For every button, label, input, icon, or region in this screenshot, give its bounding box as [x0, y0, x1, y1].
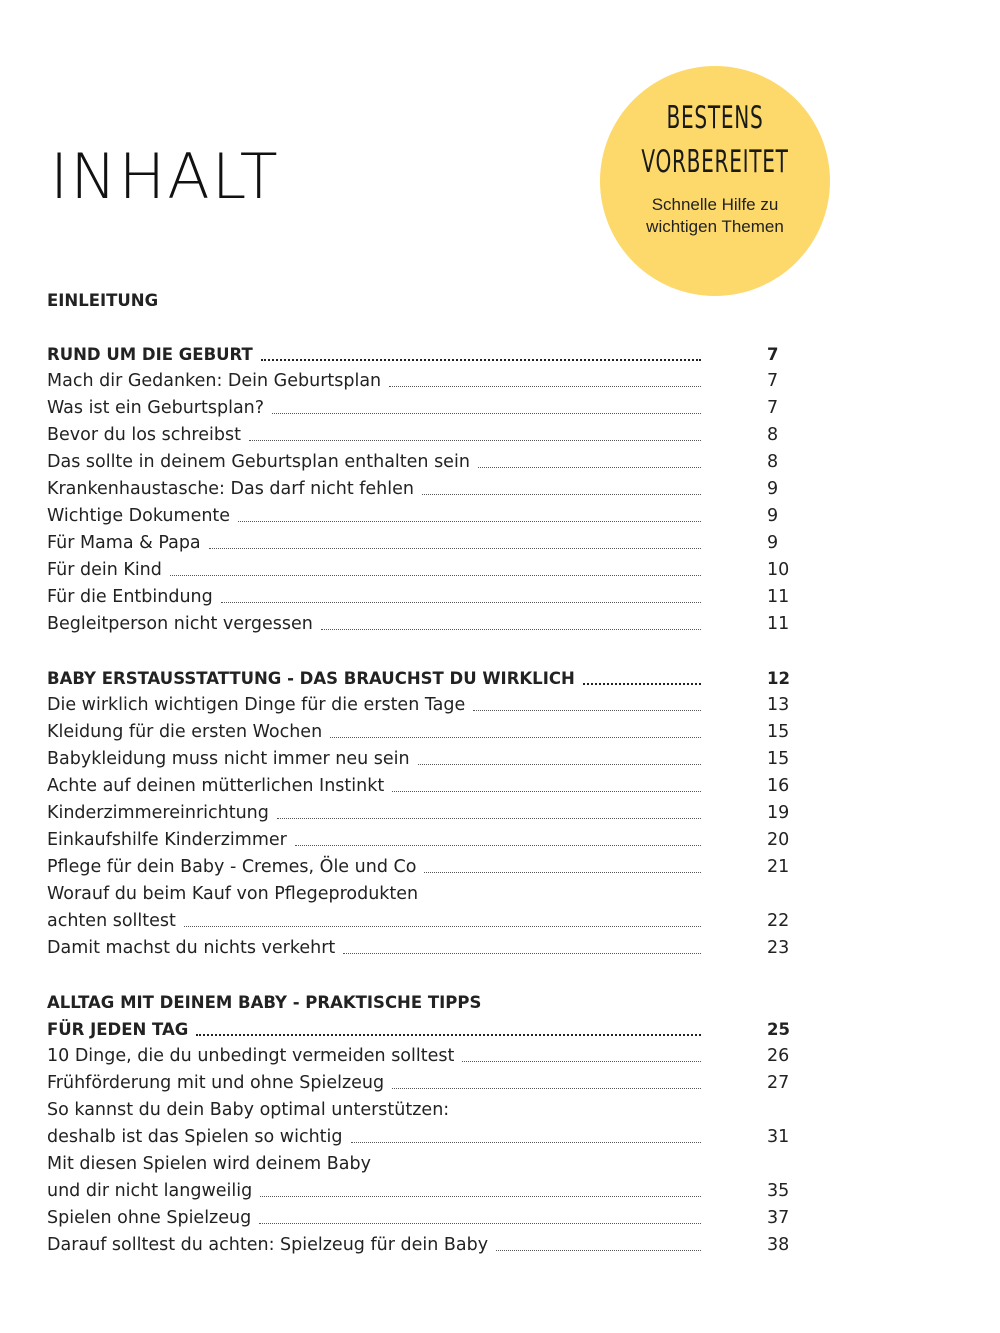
toc-page-number: 26: [767, 1046, 790, 1066]
toc-page-number: 35: [767, 1181, 790, 1201]
toc-entry-label: Das sollte in deinem Geburtsplan enthalten sein: [47, 452, 470, 472]
toc-entry-label: und dir nicht langweilig: [47, 1181, 253, 1201]
toc-page-number: 37: [767, 1208, 790, 1228]
badge-title: BESTENS VORBEREITET: [641, 100, 789, 180]
toc-dot-leader: [389, 368, 701, 387]
toc-page-number: 25: [767, 1020, 790, 1039]
toc-page-number: 38: [767, 1235, 790, 1255]
toc-dot-leader: [259, 1205, 701, 1224]
toc-page-number: 21: [767, 857, 790, 877]
toc-entry-label: Achte auf deinen mütterlichen Instinkt: [47, 776, 385, 796]
toc-page-number: 19: [767, 803, 790, 823]
toc-entry[interactable]: [47, 1043, 807, 1070]
toc-entry-label: Die wirklich wichtigen Dinge für die ersten Tage: [47, 695, 466, 715]
toc-entry[interactable]: [47, 368, 807, 395]
toc-dot-leader: [462, 1043, 701, 1062]
toc-dot-leader: [473, 692, 701, 711]
toc-dot-leader: [260, 1178, 701, 1197]
toc-entry-label: ALLTAG MIT DEINEM BABY - PRAKTISCHE TIPPS: [47, 993, 482, 1012]
toc-dot-leader: [295, 827, 701, 846]
toc-entry-label: So kannst du dein Baby optimal unterstützen:: [47, 1100, 450, 1120]
toc-entry[interactable]: [47, 1205, 807, 1232]
toc-page-number: 13: [767, 695, 790, 715]
toc-entry[interactable]: [47, 935, 807, 962]
toc-entry[interactable]: [47, 692, 807, 719]
toc-dot-leader: [170, 557, 701, 576]
toc-entry-label: Was ist ein Geburtsplan?: [47, 398, 265, 418]
toc-dot-leader: [272, 395, 701, 414]
toc-entry-label: Für Mama & Papa: [47, 533, 201, 553]
toc-dot-leader: [424, 854, 701, 873]
toc-entry-label: Für dein Kind: [47, 560, 162, 580]
toc-entry-label: deshalb ist das Spielen so wichtig: [47, 1127, 343, 1147]
toc-entry-label: Pflege für dein Baby - Cremes, Öle und Co: [47, 857, 417, 877]
toc-entry[interactable]: [47, 719, 807, 746]
badge-subtitle: Schnelle Hilfe zu wichtigen Themen: [646, 195, 784, 236]
toc-entry-label: EINLEITUNG: [47, 291, 159, 310]
toc-entry[interactable]: [47, 1097, 807, 1124]
toc-dot-leader: [261, 341, 701, 361]
toc-dot-leader: [392, 1070, 701, 1089]
toc-page-number: 31: [767, 1127, 790, 1147]
toc-page-number: 8: [767, 452, 779, 472]
toc-dot-leader: [343, 935, 701, 954]
toc-page-number: 15: [767, 749, 790, 769]
toc-dot-leader: [221, 584, 701, 603]
toc-entry[interactable]: [47, 1178, 807, 1205]
toc-entry[interactable]: [47, 395, 807, 422]
toc-entry[interactable]: [47, 908, 807, 935]
toc-entry[interactable]: [47, 611, 807, 638]
toc-page-number: 7: [767, 398, 779, 418]
toc-entry-label: Für die Entbindung: [47, 587, 213, 607]
toc-entry-label: Babykleidung muss nicht immer neu sein: [47, 749, 410, 769]
toc-entry-label: Kinderzimmereinrichtung: [47, 803, 269, 823]
toc-entry-label: FÜR JEDEN TAG: [47, 1020, 189, 1039]
toc-entry[interactable]: [47, 422, 807, 449]
toc-entry[interactable]: [47, 449, 807, 476]
toc-page-number: 11: [767, 587, 790, 607]
toc-section-heading[interactable]: [47, 665, 807, 692]
toc-dot-leader: [184, 908, 701, 927]
toc-page-number: 11: [767, 614, 790, 634]
toc-page-number: 27: [767, 1073, 790, 1093]
toc-page-number: 9: [767, 506, 779, 526]
toc-dot-leader: [330, 719, 701, 738]
toc-entry[interactable]: [47, 1151, 807, 1178]
badge-circle: [600, 66, 830, 296]
toc-dot-leader: [321, 611, 701, 630]
toc-page-number: 8: [767, 425, 779, 445]
toc-dot-leader: [422, 476, 701, 495]
toc-dot-leader: [583, 665, 701, 685]
table-of-contents: [47, 287, 807, 1259]
toc-entry-label: Spielen ohne Spielzeug: [47, 1208, 252, 1228]
toc-page-number: 12: [767, 669, 790, 688]
toc-entry[interactable]: [47, 800, 807, 827]
toc-entry[interactable]: [47, 1124, 807, 1151]
toc-entry[interactable]: [47, 881, 807, 908]
toc-section-heading[interactable]: [47, 341, 807, 368]
toc-entry[interactable]: [47, 476, 807, 503]
toc-entry-label: Einkaufshilfe Kinderzimmer: [47, 830, 287, 850]
toc-entry[interactable]: [47, 557, 807, 584]
toc-entry-label: achten solltest: [47, 911, 176, 931]
toc-entry[interactable]: [47, 854, 807, 881]
toc-entry-label: Mach dir Gedanken: Dein Geburtsplan: [47, 371, 382, 391]
toc-entry-label: Damit machst du nichts verkehrt: [47, 938, 336, 958]
toc-section-heading[interactable]: [47, 989, 807, 1016]
toc-page-number: 15: [767, 722, 790, 742]
toc-entry-label: 10 Dinge, die du unbedingt vermeiden solltest: [47, 1046, 455, 1066]
toc-entry[interactable]: [47, 773, 807, 800]
toc-entry-label: Begleitperson nicht vergessen: [47, 614, 313, 634]
toc-entry-label: Mit diesen Spielen wird deinem Baby: [47, 1154, 371, 1174]
toc-page-number: 23: [767, 938, 790, 958]
toc-entry-label: BABY ERSTAUSSTATTUNG - DAS BRAUCHST DU WIRKLICH: [47, 669, 575, 688]
toc-dot-leader: [238, 503, 701, 522]
toc-dot-leader: [496, 1232, 701, 1251]
toc-entry-label: Wichtige Dokumente: [47, 506, 231, 526]
toc-entry[interactable]: [47, 584, 807, 611]
toc-entry-label: Darauf solltest du achten: Spielzeug für dein Baby: [47, 1235, 489, 1255]
toc-dot-leader: [392, 773, 701, 792]
toc-entry[interactable]: [47, 530, 807, 557]
toc-dot-leader: [351, 1124, 702, 1143]
toc-entry-label: Worauf du beim Kauf von Pflegeprodukten: [47, 884, 419, 904]
toc-entry-label: Kleidung für die ersten Wochen: [47, 722, 323, 742]
toc-dot-leader: [418, 746, 701, 765]
toc-dot-leader: [478, 449, 701, 468]
toc-page-number: 22: [767, 911, 790, 931]
toc-entry-label: RUND UM DIE GEBURT: [47, 345, 253, 364]
toc-dot-leader: [196, 1016, 701, 1036]
toc-entry[interactable]: [47, 746, 807, 773]
toc-entry[interactable]: [47, 1070, 807, 1097]
toc-entry[interactable]: [47, 1232, 807, 1259]
toc-page-number: 20: [767, 830, 790, 850]
toc-dot-leader: [249, 422, 701, 441]
toc-page-number: 9: [767, 533, 779, 553]
toc-dot-leader: [277, 800, 701, 819]
toc-page-number: 7: [767, 371, 779, 391]
toc-entry-label: Bevor du los schreibst: [47, 425, 241, 445]
toc-section-heading[interactable]: [47, 287, 807, 314]
toc-page-number: 7: [767, 345, 779, 364]
toc-entry[interactable]: [47, 827, 807, 854]
toc-entry-label: Frühförderung mit und ohne Spielzeug: [47, 1073, 385, 1093]
toc-page-number: 16: [767, 776, 790, 796]
toc-entry-label: Krankenhaustasche: Das darf nicht fehlen: [47, 479, 414, 499]
toc-entry[interactable]: [47, 503, 807, 530]
toc-entry[interactable]: [47, 1016, 807, 1043]
page-title: INHALT: [50, 140, 280, 213]
toc-page-number: 9: [767, 479, 779, 499]
toc-page-number: 10: [767, 560, 790, 580]
toc-dot-leader: [209, 530, 701, 549]
